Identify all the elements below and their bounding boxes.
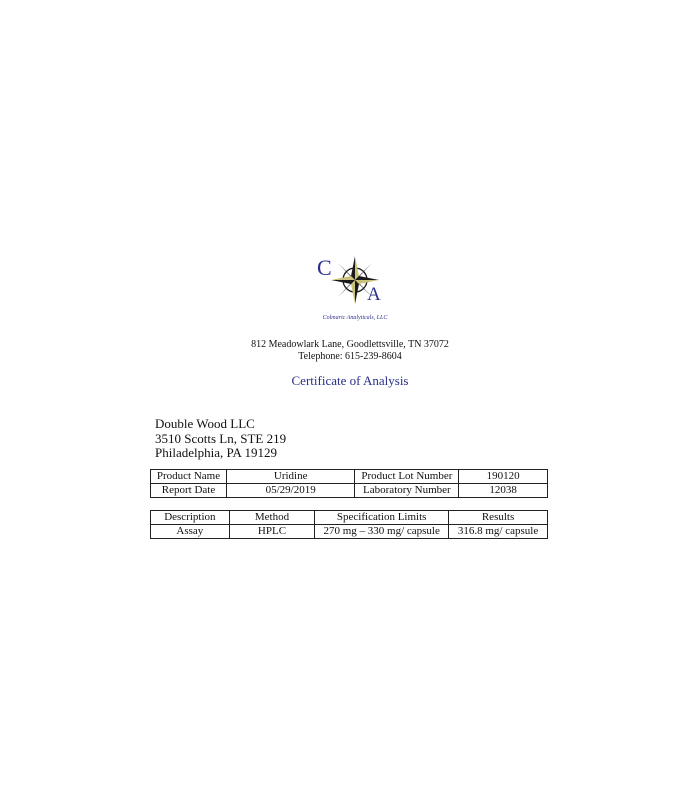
- logo-letter-c: C: [317, 255, 332, 280]
- assay-results-table: [150, 510, 548, 539]
- table-cell: Uridine: [226, 470, 354, 484]
- recipient-block: [155, 417, 286, 461]
- table-cell: Product Name: [151, 470, 227, 484]
- logo-caption: Colmaric Analyticals, LLC: [322, 315, 388, 321]
- recipient-street: 3510 Scotts Ln, STE 219: [155, 430, 287, 446]
- column-header: Method: [229, 511, 314, 525]
- table-cell: Laboratory Number: [355, 484, 459, 498]
- product-info-table: [150, 469, 548, 498]
- table-cell: 316.8 mg/ capsule: [449, 525, 548, 539]
- table-row: [151, 470, 548, 484]
- table-cell: Assay: [151, 525, 230, 539]
- table-cell: HPLC: [229, 525, 314, 539]
- table-cell: Product Lot Number: [355, 470, 459, 484]
- table-cell: 05/29/2019: [226, 484, 354, 498]
- company-address: 812 Meadowlark Lane, Goodlettsville, TN 37072: [251, 339, 449, 350]
- company-telephone: Telephone: 615-239-8604: [298, 351, 402, 362]
- document-title: Certificate of Analysis: [291, 373, 409, 388]
- table-cell: 190120: [459, 470, 548, 484]
- column-header: Specification Limits: [315, 511, 449, 525]
- recipient-city: Philadelphia, PA 19129: [155, 445, 277, 460]
- table-row: [151, 525, 548, 539]
- table-header-row: [151, 511, 548, 525]
- recipient-name: Double Wood LLC: [155, 416, 255, 431]
- table-row: [151, 484, 548, 498]
- column-header: Description: [151, 511, 230, 525]
- table-cell: 270 mg – 330 mg/ capsule: [315, 525, 449, 539]
- company-logo: [300, 252, 410, 324]
- table-cell: Report Date: [151, 484, 227, 498]
- column-header: Results: [449, 511, 548, 525]
- table-cell: 12038: [459, 484, 548, 498]
- logo-letter-a: A: [367, 284, 381, 305]
